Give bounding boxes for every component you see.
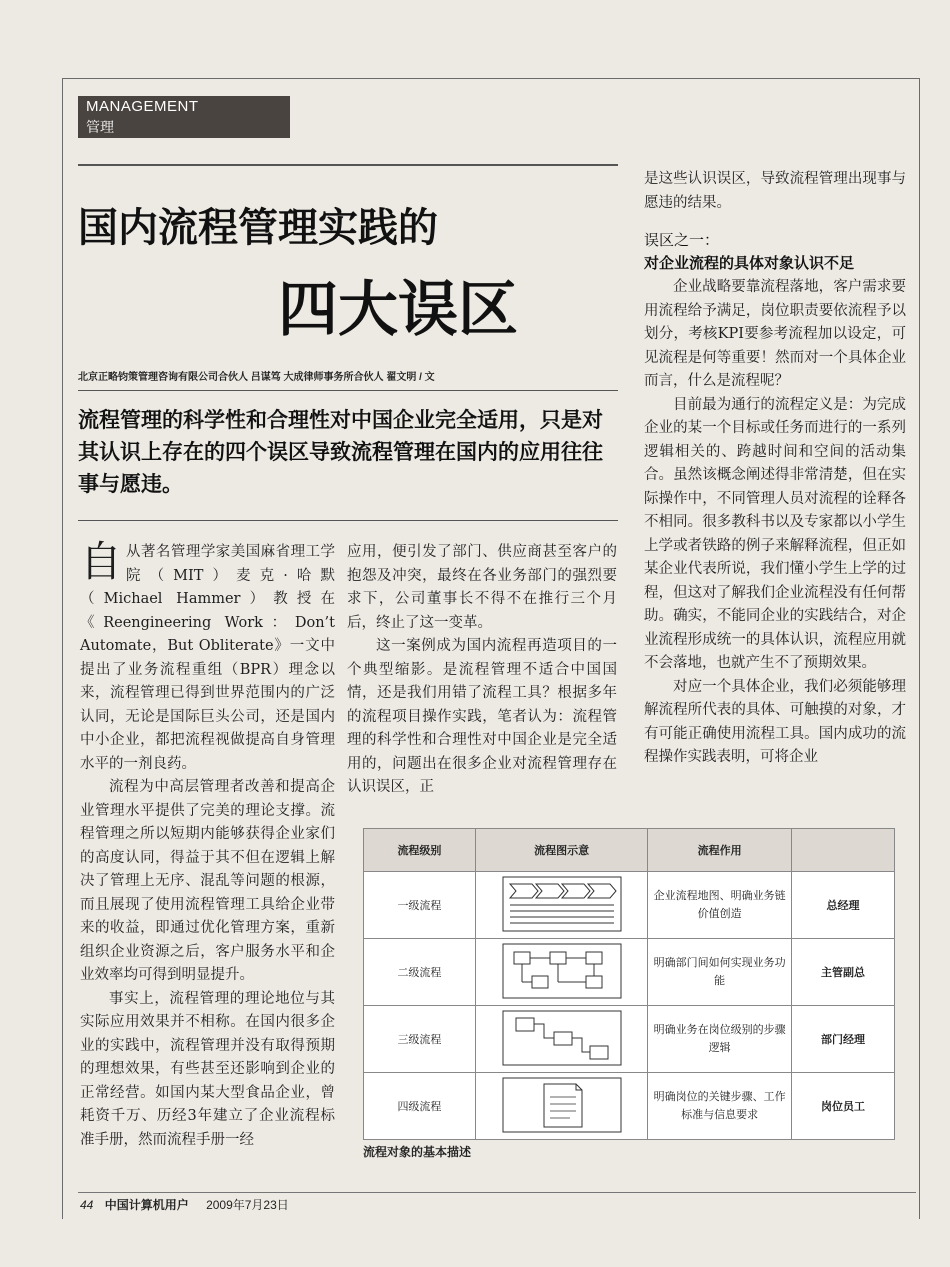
misconception-heading-label: 误区之一： xyxy=(644,231,720,249)
article-title-line1: 国内流程管理实践的 xyxy=(78,205,438,251)
table-caption: 流程对象的基本描述 xyxy=(363,1145,472,1159)
section-tag-cn: 管理 xyxy=(86,119,114,135)
table-row xyxy=(364,1006,895,1073)
function-cell: 明确部门间如何实现业务功能 xyxy=(648,939,792,1006)
byline-rule xyxy=(78,390,618,391)
lede-rule xyxy=(78,520,618,521)
header-diagram: 流程图示意 xyxy=(475,829,647,872)
byline: 北京正略钧策管理咨询有限公司合伙人 吕谋笃 大成律师事务所合伙人 翟文明 / 文 xyxy=(78,372,435,383)
function-cell: 明确业务在岗位级别的步骤逻辑 xyxy=(648,1006,792,1073)
body-column-3 xyxy=(644,168,906,770)
level-cell: 二级流程 xyxy=(364,939,476,1006)
title-top-rule xyxy=(78,164,618,166)
section-tag-en: MANAGEMENT xyxy=(86,98,199,115)
document-icon xyxy=(502,1077,622,1133)
col3-paragraph-2: 目前最为通行的流程定义是：为完成企业的某一个目标或任务而进行的一系列逻辑相关的、跨越时间和空间的活动集合。虽然该概念阐述得非常清楚，但在实际操作中，不同管理人员对流程的诠释各不相同。很多教科书以及专家都以小学生上学或者铁路的例子来解释流程，但正如某企业代表所说，我们懂小学生上学的过程，但这对了解我们企业流程没有任何帮助。确实，不能同企业的实践结合，对企业流程形成统一的具体认识，流程应用就不会落地，也就产生不了预期效果。 xyxy=(644,396,906,671)
col1-paragraph-1: 自从著名管理学家美国麻省理工学院（MIT）麦克·哈默（Michael Hammer）教授在《Reengineering Work：Don’t Automate，But Obliterate》一文中提出了业务流程重组（BPR）理念以来，流程管理已得到世界范围内的广泛认同，无论是国际巨头公司，还是国内中小企业，都把流程视做提高自身管理水平的一剂良药。 xyxy=(80,537,335,772)
col1-paragraph-2: 流程为中高层管理者改善和提高企业管理水平提供了完美的理论支撑。流程管理之所以短期内能够获得企业家们的高度认同，得益于其不但在逻辑上解决了管理上无序、混乱等问题的根源，而且展现了使用流程管理工具给企业带来的收益，即通过优化管理方案，重新组织企业资源之后，客户服务水平和企业效率均可得到明显提升。 xyxy=(80,779,335,983)
step-logic-diagram-icon xyxy=(502,1010,622,1066)
section-tag xyxy=(78,96,290,138)
col2-paragraph-1: 应用，便引发了部门、供应商甚至客户的抱怨及冲突，最终在各业务部门的强烈要求下，公司董事长不得不在推行三个月后，终止了这一变革。 xyxy=(347,544,617,631)
department-flow-diagram-icon xyxy=(502,943,622,999)
level-cell: 一级流程 xyxy=(364,872,476,939)
header-role xyxy=(791,829,894,872)
role-cell: 岗位员工 xyxy=(791,1073,894,1140)
col2-paragraph-2: 这一案例成为国内流程再造项目的一个典型缩影。是流程管理不适合中国国情，还是我们用错了流程工具？根据多年的流程项目操作实践，笔者认为：流程管理的科学性和合理性对中国企业是完全适用的，问题出在很多企业对流程管理存在认识误区，正 xyxy=(347,638,617,795)
page-footer xyxy=(80,1196,289,1213)
role-cell: 主管副总 xyxy=(791,939,894,1006)
role-cell: 部门经理 xyxy=(791,1006,894,1073)
col3-paragraph-3: 对应一个具体企业，我们必须能够理解流程所代表的具体、可触摸的对象，才有可能正确使用流程工具。国内成功的流程操作实践表明，可将企业 xyxy=(644,678,906,765)
process-level-table xyxy=(363,828,895,1140)
footer-rule xyxy=(78,1192,916,1193)
header-level: 流程级别 xyxy=(364,829,476,872)
magazine-name: 中国计算机用户 xyxy=(104,1198,189,1212)
col1-paragraph-3: 事实上，流程管理的理论地位与其实际应用效果并不相称。在国内很多企业的实践中，流程管理并没有取得预期的理想效果，有些甚至还影响到企业的正常经营。如国内某大型食品企业，曾耗资千万、历经3年建立了企业流程标准手册，然而流程手册一经 xyxy=(80,990,335,1148)
issue-date: 2009年7月23日 xyxy=(206,1198,289,1212)
function-cell: 明确岗位的关键步骤、工作标准与信息要求 xyxy=(648,1073,792,1140)
level-cell: 三级流程 xyxy=(364,1006,476,1073)
body-column-1 xyxy=(80,537,335,1152)
table-header-row xyxy=(364,829,895,872)
function-cell: 企业流程地图、明确业务链价值创造 xyxy=(648,872,792,939)
article-title-line2: 四大误区 xyxy=(278,275,518,345)
col3-paragraph-0: 是这些认识误区，导致流程管理出现事与愿违的结果。 xyxy=(644,171,906,211)
header-function: 流程作用 xyxy=(648,829,792,872)
table-row xyxy=(364,1073,895,1140)
table-row xyxy=(364,872,895,939)
misconception-heading-title: 对企业流程的具体对象认识不足 xyxy=(644,254,855,272)
value-chain-diagram-icon xyxy=(502,876,622,932)
page-number: 44 xyxy=(80,1198,94,1212)
table-row xyxy=(364,939,895,1006)
body-column-2 xyxy=(347,541,617,800)
drop-cap: 自 xyxy=(80,537,123,586)
col3-paragraph-1: 企业战略要靠流程落地，客户需求要用流程给予满足，岗位职责要依流程予以划分，考核KPI要参考流程加以设定，可见流程是何等重要！然而对一个具体企业而言，什么是流程呢？ xyxy=(644,279,906,389)
role-cell: 总经理 xyxy=(791,872,894,939)
lede-paragraph: 流程管理的科学性和合理性对中国企业完全适用，只是对其认识上存在的四个误区导致流程管理在国内的应用往往事与愿违。 xyxy=(78,407,603,496)
level-cell: 四级流程 xyxy=(364,1073,476,1140)
